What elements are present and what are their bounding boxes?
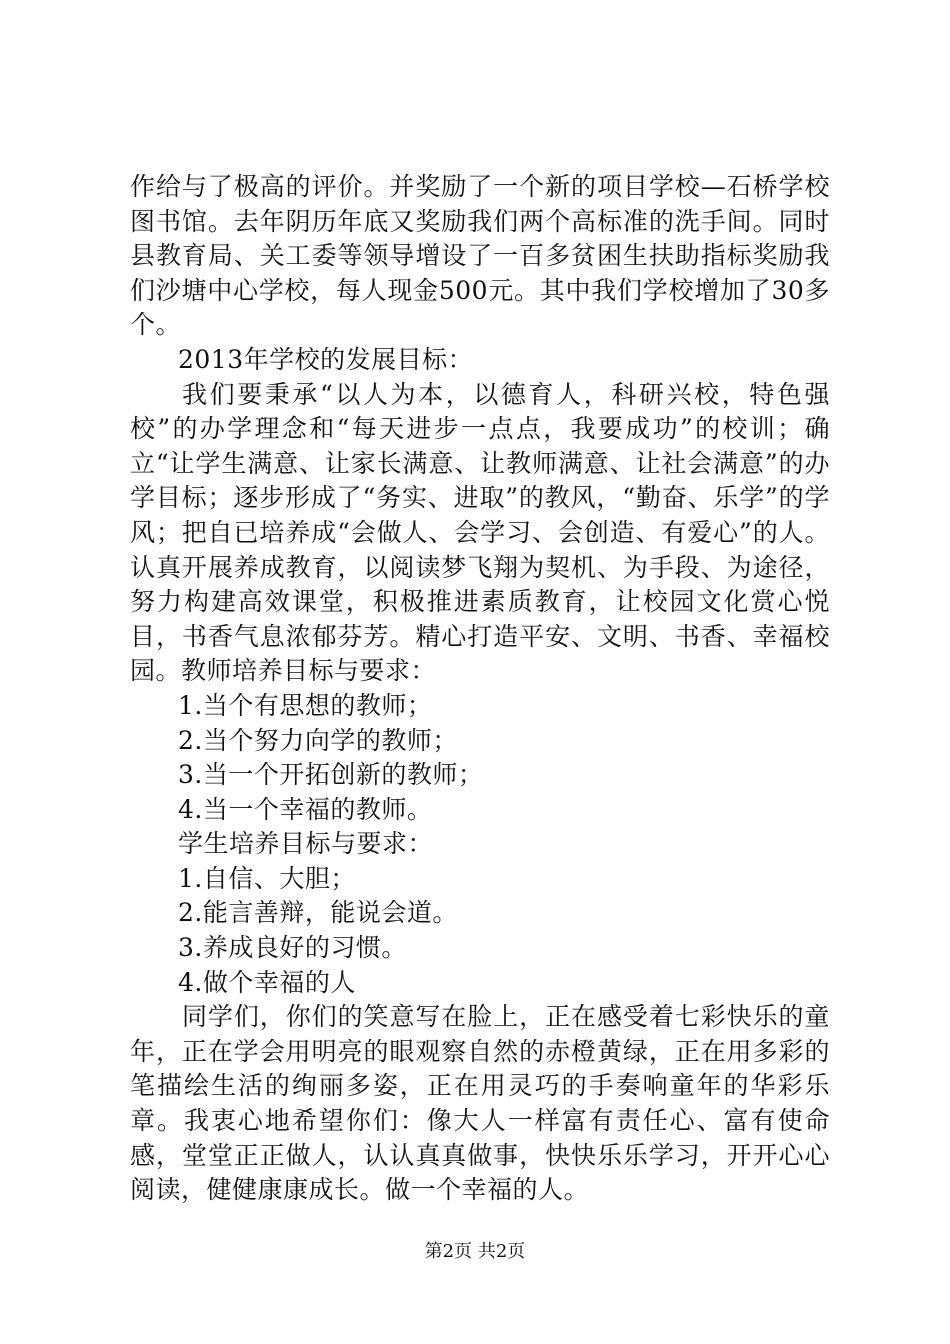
student-goals-heading: 学生培养目标与要求： (178, 829, 434, 859)
paragraph-closing: 同学们，你们的笑意写在脸上，正在感受着七彩快乐的童年，正在学会用明亮的眼观察自然的赤橙黄绿，正在用多彩的笔描绘生活的绚丽多姿，正在用灵巧的手奏响童年的华彩乐章。我衷心地希望你们：像大人一样富有责任心、富有使命感，堂堂正正做人，认认真真做事，快快乐乐学习，开开心心阅读，健健康康成长。做一个幸福的人。 (130, 1002, 830, 1205)
paragraph-continuation: 作给与了极高的评价。并奖励了一个新的项目学校—石桥学校图书馆。去年阴历年底又奖励我们两个高标准的洗手间。同时县教育局、关工委等领导增设了一百多贫困生扶助指标奖励我们沙塘中心学校，每人现金500元。其中我们学校增加了30多个。 (130, 172, 830, 340)
student-goal-item: 4.做个幸福的人 (178, 967, 356, 997)
student-goal-item: 2.能言善辩，能说会道。 (178, 898, 458, 928)
teacher-goal-item: 4.当一个幸福的教师。 (178, 794, 433, 824)
teacher-goal-item: 2.当个努力向学的教师； (178, 725, 458, 755)
document-body (130, 170, 830, 1208)
paragraph-philosophy: 我们要秉承“以人为本，以德育人，科研兴校，特色强校”的办学理念和“每天进步一点点，我要成功”的校训；确立“让学生满意、让家长满意、让教师满意、让社会满意”的办学目标；逐步形成了“务实、进取”的教风，“勤奋、乐学”的学风；把自已培养成“会做人、会学习、会创造、有爱心”的人。认真开展养成教育，以阅读梦飞翔为契机、为手段、为途径，努力构建高效课堂，积极推进素质教育，让校园文化赏心悦目，书香气息浓郁芬芳。精心打造平安、文明、书香、幸福校园。教师培养目标与要求： (130, 379, 830, 686)
page-number-footer: 第2页 共2页 (424, 1241, 526, 1262)
student-goal-item: 3.养成良好的习惯。 (178, 933, 407, 963)
teacher-goal-item: 3.当一个开拓创新的教师； (178, 760, 484, 790)
student-goal-item: 1.自信、大胆； (178, 863, 356, 893)
teacher-goal-item: 1.当个有思想的教师； (178, 690, 433, 720)
section-heading-goals: 2013年学校的发展目标： (178, 344, 474, 374)
